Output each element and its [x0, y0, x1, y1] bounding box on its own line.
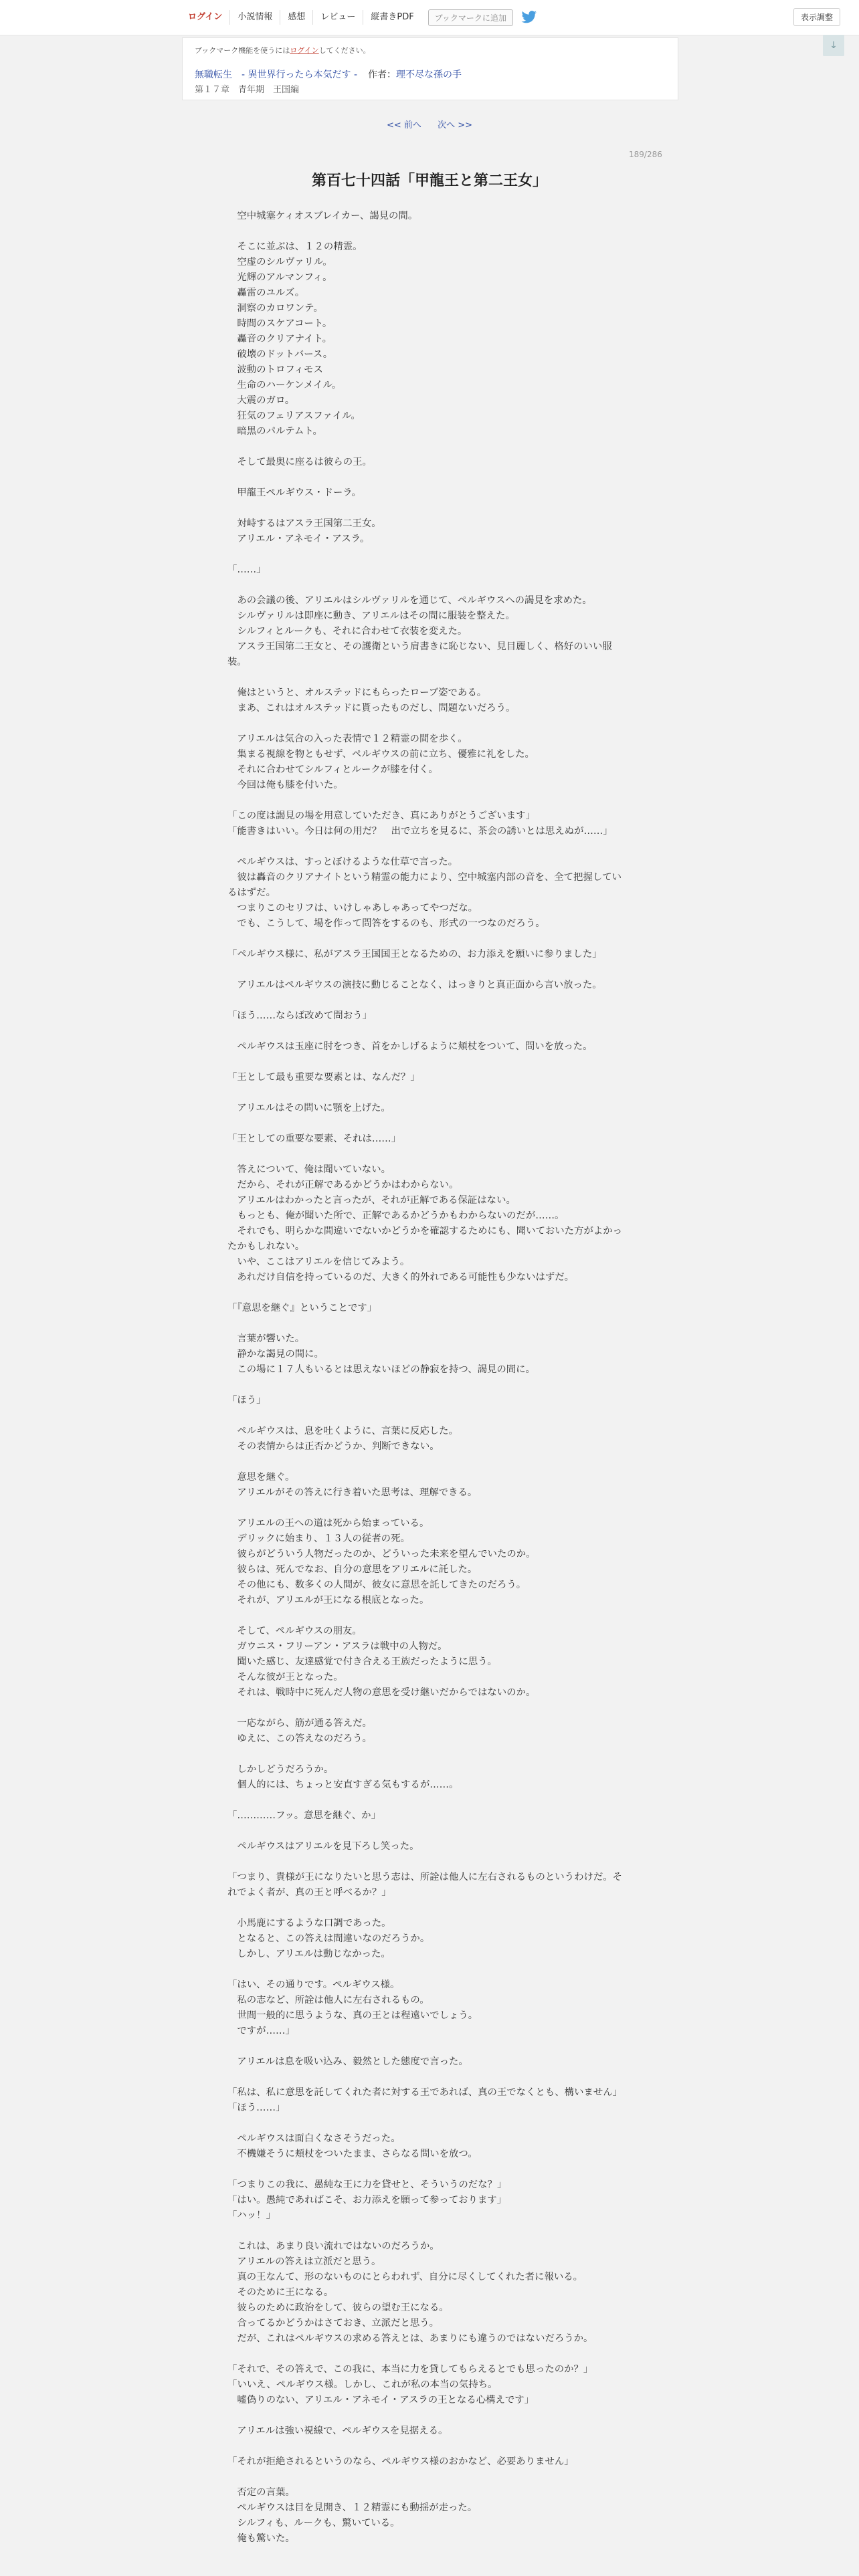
novel-line: 今回は俺も膝を付いた。: [227, 780, 343, 790]
novel-line: ペルギウスは、すっとぼけるような仕草で言った。: [227, 857, 458, 867]
novel-line: 「私は、私に意思を託してくれた者に対する王であれば、真の王でなくとも、構いません」: [227, 2087, 623, 2098]
novel-line: 「はい、その通りです。ペルギウス様。: [227, 1979, 400, 1990]
novel-line: しかし、アリエルは動じなかった。: [227, 1949, 391, 1959]
novel-body: [227, 209, 629, 2547]
twitter-bird-icon[interactable]: [521, 11, 537, 24]
novel-line: 生命のハーケンメイル。: [227, 380, 342, 391]
nav-impressions-link[interactable]: 感想: [280, 10, 312, 25]
novel-line: 「ほう……ならば改めて問おう」: [227, 1010, 372, 1021]
novel-line: 空中城塞ケィオスブレイカー、謁見の間。: [227, 211, 418, 221]
nav-vertical-pdf-link[interactable]: 縦書きPDF: [363, 10, 421, 25]
novel-line: [227, 2039, 629, 2054]
novel-line: 私の志など、所詮は他人に左右されるもの。: [227, 1995, 430, 2006]
novel-line: [227, 962, 629, 978]
novel-line: ペルギウスは玉座に肘をつき、首をかしげるように頬杖をついて、問いを放った。: [227, 1041, 593, 1052]
novel-line: 言葉が響いた。: [227, 1333, 305, 1344]
novel-line: 「王として最も重要な要素とは、なんだ？」: [227, 1072, 420, 1083]
novel-line: [227, 1501, 629, 1516]
display-settings-button[interactable]: 表示調整: [793, 8, 840, 26]
novel-line: 小馬鹿にするような口調であった。: [227, 1918, 391, 1929]
novel-line: 破壊のドットバース。: [227, 349, 333, 360]
novel-line: それでも、明らかな間違いでないかどうかを確認するためにも、聞いておいた方がよかったかもしれない。: [227, 1226, 623, 1252]
novel-line: この場に１７人もいるとは思えないほどの静寂を持つ、謁見の間に。: [227, 1364, 535, 1375]
novel-line: 「…………フッ。意思を継ぐ、か」: [227, 1810, 381, 1821]
novel-line: 「……」: [227, 564, 266, 575]
novel-line: 「つまりこの我に、愚純な王に力を貸せと、そういうのだな？」: [227, 2179, 507, 2190]
episode-pager: [0, 118, 859, 130]
novel-line: [227, 2116, 629, 2131]
novel-line: ゆえに、この答えなのだろう。: [227, 1733, 372, 1744]
novel-line: [227, 1116, 629, 1132]
novel-line: 静かな謁見の間に。: [227, 1349, 324, 1360]
novel-line: 「能書きはいい。今日は何の用だ？ 出で立ちを見るに、茶会の誘いとは思えぬが……」: [227, 826, 613, 837]
novel-line: [227, 2162, 629, 2177]
novel-title-link[interactable]: 無職転生 - 異世界行ったら本気だす -: [195, 70, 358, 80]
novel-line: となると、この答えは間違いなのだろうか。: [227, 1933, 430, 1944]
novel-line: [227, 2224, 629, 2239]
novel-line: それは、戦時中に死んだ人物の意思を受け継いだからではないのか。: [227, 1687, 536, 1698]
chapter-label: 第１７章 青年期 王国編: [195, 85, 300, 95]
top-navigation-bar: [0, 0, 859, 35]
novel-line: 暗黒のパルテムト。: [227, 426, 322, 437]
novel-line: ペルギウスは、息を吐くように、言葉に反応した。: [227, 1426, 458, 1436]
novel-line: [227, 2408, 629, 2424]
novel-line: [227, 1747, 629, 1762]
novel-line: アリエルの王への道は死から始まっている。: [227, 1518, 430, 1529]
novel-line: そのために王になる。: [227, 2287, 334, 2298]
novel-line: 光輝のアルマンフィ。: [227, 272, 332, 283]
novel-line: アリエルはペルギウスの演技に動じることなく、はっきりと真正面から言い放った。: [227, 980, 602, 990]
novel-line: 狂気のフェリアスファイル。: [227, 411, 361, 421]
novel-line: アリエルはわかったと言ったが、それが正解である保証はない。: [227, 1195, 516, 1206]
scroll-chevron-icon[interactable]: ↓: [823, 35, 844, 56]
novel-line: [227, 578, 629, 593]
novel-line: もっとも、俺が聞いた所で、正解であるかどうかもわからないのだが……。: [227, 1210, 565, 1221]
novel-line: [227, 670, 629, 685]
novel-line: デリックに始まり、１３人の従者の死。: [227, 1533, 410, 1544]
bookmark-note-suffix: してください。: [318, 46, 371, 55]
novel-line: 合ってるかどうかはさておき、立派だと思う。: [227, 2318, 440, 2329]
novel-line: [227, 1962, 629, 1977]
novel-line: 集まる視線を物ともせず、ペルギウスの前に立ち、優雅に礼をした。: [227, 749, 535, 760]
novel-line: [227, 2070, 629, 2085]
novel-line: 時間のスケアコート。: [227, 318, 332, 329]
nav-review-link[interactable]: レビュー: [312, 10, 363, 25]
bookmark-login-link[interactable]: ログイン: [290, 46, 319, 55]
novel-line: 轟雷のユルズ。: [227, 288, 305, 298]
novel-line: 否定の言葉。: [227, 2487, 295, 2498]
novel-line: まあ、これはオルステッドに貰ったものだし、問題ないだろう。: [227, 703, 516, 714]
novel-info-box: [182, 37, 678, 100]
novel-line: [227, 1824, 629, 1839]
novel-line: アリエルはその問いに顎を上げた。: [227, 1103, 391, 1113]
novel-line: 「この度は謁見の場を用意していただき、真にありがとうございます」: [227, 811, 535, 821]
novel-line: [227, 716, 629, 732]
novel-line: 真の王なんて、形のないものにとらわれず、自分に尽くしてくれた者に報いる。: [227, 2272, 583, 2282]
novel-line: アリエルの答えは立派だと思う。: [227, 2256, 381, 2267]
novel-line: 「それで、その答えで、この我に、本当に力を貸してもらえるとでも思ったのか？」: [227, 2364, 593, 2375]
next-episode-link[interactable]: 次へ >>: [438, 120, 472, 130]
novel-line: ガウニス・フリーアン・アスラは戦中の人物だ。: [227, 1641, 448, 1652]
novel-line: 「ハッ！」: [227, 2210, 276, 2221]
novel-line: そこに並ぶは、１２の精霊。: [227, 241, 363, 252]
novel-line: ペルギウスは面白くなさそうだった。: [227, 2133, 401, 2144]
novel-line: ペルギウスはアリエルを見下ろし笑った。: [227, 1841, 419, 1852]
novel-title-line: [195, 68, 462, 81]
episode-title: 第百七十四話「甲龍王と第二王女」: [311, 173, 547, 189]
novel-line: [227, 2347, 629, 2362]
novel-line: シルヴァリルは即座に動き、アリエルはその間に服装を整えた。: [227, 611, 515, 621]
novel-line: そして、ペルギウスの朋友。: [227, 1626, 362, 1636]
novel-line: 聞いた感じ、友達感覚で付き合える王族だったように思う。: [227, 1656, 497, 1667]
novel-line: [227, 793, 629, 809]
novel-line: 甲龍王ペルギウス・ドーラ。: [227, 488, 361, 498]
novel-line: 個人的には、ちょっと安直すぎる気もするが……。: [227, 1780, 459, 1790]
novel-line: アスラ王国第二王女と、その護衛という肩書きに恥じない、見目麗しく、格好のいい服装。: [227, 641, 612, 667]
novel-line: 「王としての重要な要素、それは……」: [227, 1134, 401, 1144]
novel-line: それに合わせてシルフィとルークが膝を付く。: [227, 764, 438, 775]
novel-line: 俺はというと、オルステッドにもらったローブ姿である。: [227, 687, 487, 698]
novel-line: [227, 470, 629, 486]
novel-line: [227, 501, 629, 516]
novel-line: 嘘偽りのない、アリエル・アネモイ・アスラの王となる心構えです」: [227, 2395, 535, 2405]
novel-line: [227, 839, 629, 855]
novel-line: 轟音のクリアナイト。: [227, 334, 332, 344]
novel-line: 答えについて、俺は聞いていない。: [227, 1164, 391, 1175]
novel-line: あの会議の後、アリエルはシルヴァリルを通じて、ペルギウスへの謁見を求めた。: [227, 595, 592, 606]
novel-line: [227, 1701, 629, 1716]
novel-line: 世間一般的に思うような、真の王とは程遠いでしょう。: [227, 2010, 478, 2021]
novel-line: [227, 1793, 629, 1808]
bookmark-login-note: [195, 45, 371, 56]
novel-line: [227, 1378, 629, 1393]
novel-line: 対峙するはアスラ王国第二王女。: [227, 518, 381, 529]
novel-line: 彼らのために政治をして、彼らの望む王になる。: [227, 2302, 449, 2313]
novel-line: ですが……」: [227, 2026, 295, 2036]
novel-line: 「それが拒絶されるというのなら、ペルギウス様のおかなど、必要ありません」: [227, 2456, 574, 2467]
novel-line: 大震のガロ。: [227, 395, 295, 406]
novel-line: [227, 1316, 629, 1331]
prev-episode-link[interactable]: << 前へ: [387, 120, 421, 130]
novel-line: そんな彼が王となった。: [227, 1672, 343, 1683]
novel-line: [227, 2439, 629, 2454]
novel-line: アリエルは気合の入った表情で１２精霊の間を歩く。: [227, 734, 468, 744]
novel-line: [227, 439, 629, 455]
novel-line: 空虚のシルヴァリル。: [227, 257, 332, 267]
novel-line: その表情からは正否かどうか、判断できない。: [227, 1441, 440, 1452]
novel-line: [227, 2470, 629, 2485]
novel-line: ペルギウスは目を見開き、１２精霊にも動揺が走った。: [227, 2502, 478, 2513]
episode-number: 189/286: [629, 150, 662, 159]
novel-line: それが、アリエルが王になる根底となった。: [227, 1595, 430, 1606]
novel-line: [227, 1455, 629, 1470]
nav-novel-info-link[interactable]: 小説情報: [229, 10, 280, 25]
novel-line: 「はい。愚純であればこそ、お力添えを願って参っております」: [227, 2195, 507, 2206]
novel-line: アリエル・アネモイ・アスラ。: [227, 534, 370, 544]
global-nav: [181, 5, 537, 29]
novel-line: 「『意思を継ぐ』ということです」: [227, 1303, 377, 1313]
nav-login-link[interactable]: ログイン: [188, 12, 223, 22]
novel-line: その他にも、数多くの人間が、彼女に意思を託してきたのだろう。: [227, 1580, 527, 1590]
novel-line: [227, 993, 629, 1008]
novel-line: アリエルは強い視線で、ペルギウスを見据える。: [227, 2426, 448, 2436]
novel-line: [227, 932, 629, 947]
novel-line: これは、あまり良い流れではないのだろうか。: [227, 2241, 440, 2252]
novel-line: 意思を継ぐ。: [227, 1472, 295, 1483]
novel-line: つまりこのセリフは、いけしゃあしゃあってやつだな。: [227, 903, 478, 914]
novel-line: 「ほう……」: [227, 2103, 286, 2113]
novel-line: [227, 1085, 629, 1101]
novel-line: あれだけ自信を持っているのだ、大きく的外れである可能性も少ないはずだ。: [227, 1272, 575, 1283]
novel-line: [227, 1608, 629, 1624]
novel-line: [227, 1055, 629, 1070]
novel-line: 一応ながら、筋が通る答えだ。: [227, 1718, 372, 1729]
novel-line: 「ペルギウス様に、私がアスラ王国国王となるための、お力添えを願いに参りました」: [227, 949, 602, 960]
novel-line: 「ほう」: [227, 1395, 266, 1406]
novel-line: アリエルがその答えに行き着いた思考は、理解できる。: [227, 1487, 478, 1498]
novel-line: 波動のトロフィモス: [227, 364, 323, 375]
novel-line: [227, 1901, 629, 1916]
add-bookmark-button[interactable]: ブックマークに追加: [428, 9, 513, 26]
novel-line: 「つまり、貴様が王になりたいと思う志は、所詮は他人に左右されるものというわけだ。それでよく者が、真の王と呼べるか？」: [227, 1872, 623, 1898]
novel-line: [227, 1024, 629, 1039]
novel-line: だが、これはペルギウスの求める答えとは、あまりにも違うのではないだろうか。: [227, 2333, 593, 2344]
novel-line: 彼は轟音のクリアナイトという精霊の能力により、空中城塞内部の音を、全て把握しているはずだ。: [227, 872, 622, 898]
novel-line: [227, 1854, 629, 1870]
novel-line: [227, 547, 629, 562]
novel-line: シルフィとルークも、それに合わせて衣装を変えた。: [227, 626, 468, 637]
novel-line: [227, 1285, 629, 1301]
novel-line: アリエルは息を吸い込み、毅然とした態度で言った。: [227, 2056, 468, 2067]
novel-line: 不機嫌そうに頬杖をついたまま、さらなる問いを放つ。: [227, 2149, 478, 2159]
novel-line: でも、こうして、場を作って問答をするのも、形式の一つなのだろう。: [227, 918, 545, 929]
novel-line: そして最奥に座るは彼らの王。: [227, 457, 372, 467]
novel-line: 彼らがどういう人物だったのか、どういった未来を望んでいたのか。: [227, 1549, 536, 1560]
novel-line: しかしどうだろうか。: [227, 1764, 334, 1775]
novel-line: 洞察のカロワンテ。: [227, 303, 323, 314]
author-link[interactable]: 理不尽な孫の手: [396, 70, 462, 80]
novel-line: [227, 224, 629, 239]
novel-line: 「いいえ、ペルギウス様。しかし、これが私の本当の気持ち。: [227, 2379, 498, 2390]
novel-line: [227, 1147, 629, 1162]
novel-line: だから、それが正解であるかどうかはわからない。: [227, 1180, 459, 1190]
novel-line: [227, 1408, 629, 1424]
novel-line: 俺も驚いた。: [227, 2533, 295, 2544]
author-label: 作者：: [368, 70, 397, 80]
novel-line: シルフィも、ルークも、驚いている。: [227, 2518, 400, 2529]
bookmark-note-text: ブックマーク機能を使うには: [195, 46, 290, 55]
novel-line: いや、ここはアリエルを信じてみよう。: [227, 1257, 410, 1267]
novel-line: 彼らは、死んでなお、自分の意思をアリエルに託した。: [227, 1564, 478, 1575]
